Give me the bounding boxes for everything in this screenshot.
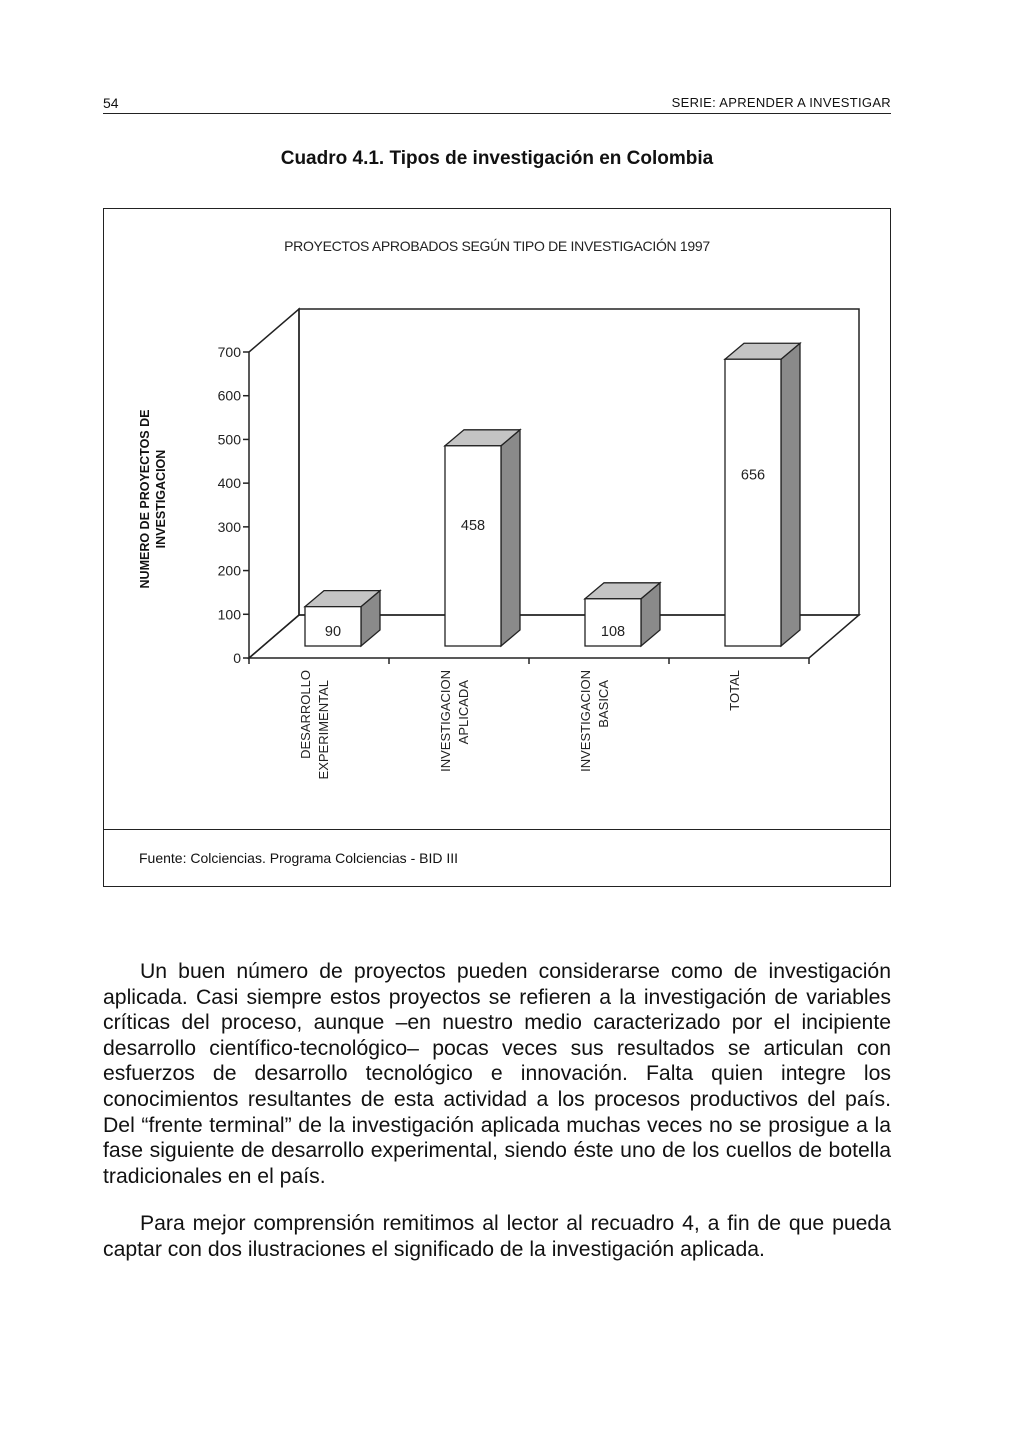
y-tick-label: 600 — [217, 387, 241, 404]
bar-side — [501, 430, 520, 646]
x-category-label: DESARROLLO EXPERIMENTAL — [298, 670, 331, 780]
bar-side — [781, 343, 800, 646]
chart-title: PROYECTOS APROBADOS SEGÚN TIPO DE INVESTIGACIÓN 1997 — [284, 238, 710, 254]
x-category-label: INVESTIGACION APLICADA — [438, 670, 471, 772]
header-rule — [103, 113, 891, 114]
source-bar — [104, 829, 890, 886]
figure-box — [103, 208, 891, 887]
data-label: 90 — [324, 624, 342, 640]
body-paragraph-1: Un buen número de proyectos pueden considerarse como de investigación aplicada. Casi siempre estos proyectos se refieren a la investigación de variables críticas del proceso, aunque –en nuestro medio caracterizado por el incipiente desarrollo científico-tecnológico– pocas veces sus resultados se articulan con esfuerzos de desarrollo tecnológico e innovación. Falta quien integre los conocimientos resultantes de esta actividad a los procesos productivos del país. Del “frente terminal” de la investigación aplicada muchas veces no se prosigue a la fase siguiente de desarrollo experimental, siendo éste uno de los cuellos de botella tradicionales en el país. — [103, 960, 891, 1188]
y-tick-label: 700 — [217, 344, 241, 360]
x-category-label: TOTAL — [727, 670, 742, 711]
y-axis-label: NUMERO DE PROYECTOS DE INVESTIGACION — [138, 409, 168, 589]
figure-caption: Cuadro 4.1. Tipos de investigación en Colombia — [280, 148, 714, 169]
bar — [725, 359, 781, 646]
data-label: 656 — [740, 467, 766, 484]
data-label: 458 — [460, 517, 486, 534]
y-tick-label: 500 — [217, 431, 241, 448]
x-category-label: INVESTIGACION BASICA — [578, 670, 611, 772]
running-head: SERIE: APRENDER A INVESTIGAR — [671, 95, 891, 110]
body-paragraph-2: Para mejor comprensión remitimos al lector al recuadro 4, a fin de que pueda captar con dos ilustraciones el significado de la investigación aplicada. — [103, 1212, 891, 1261]
y-tick-label: 100 — [217, 606, 241, 623]
chart-side-wall — [249, 309, 299, 658]
page-number: 54 — [103, 95, 119, 111]
y-tick-label: 300 — [217, 518, 241, 535]
y-tick-label: 400 — [217, 475, 241, 492]
figure-source: Fuente: Colciencias. Programa Colciencias - BID III — [139, 850, 459, 866]
bar-chart — [104, 209, 890, 829]
y-tick-label: 0 — [233, 650, 241, 666]
bar — [445, 446, 501, 646]
y-tick-label: 200 — [217, 562, 241, 579]
data-label: 108 — [600, 624, 626, 640]
